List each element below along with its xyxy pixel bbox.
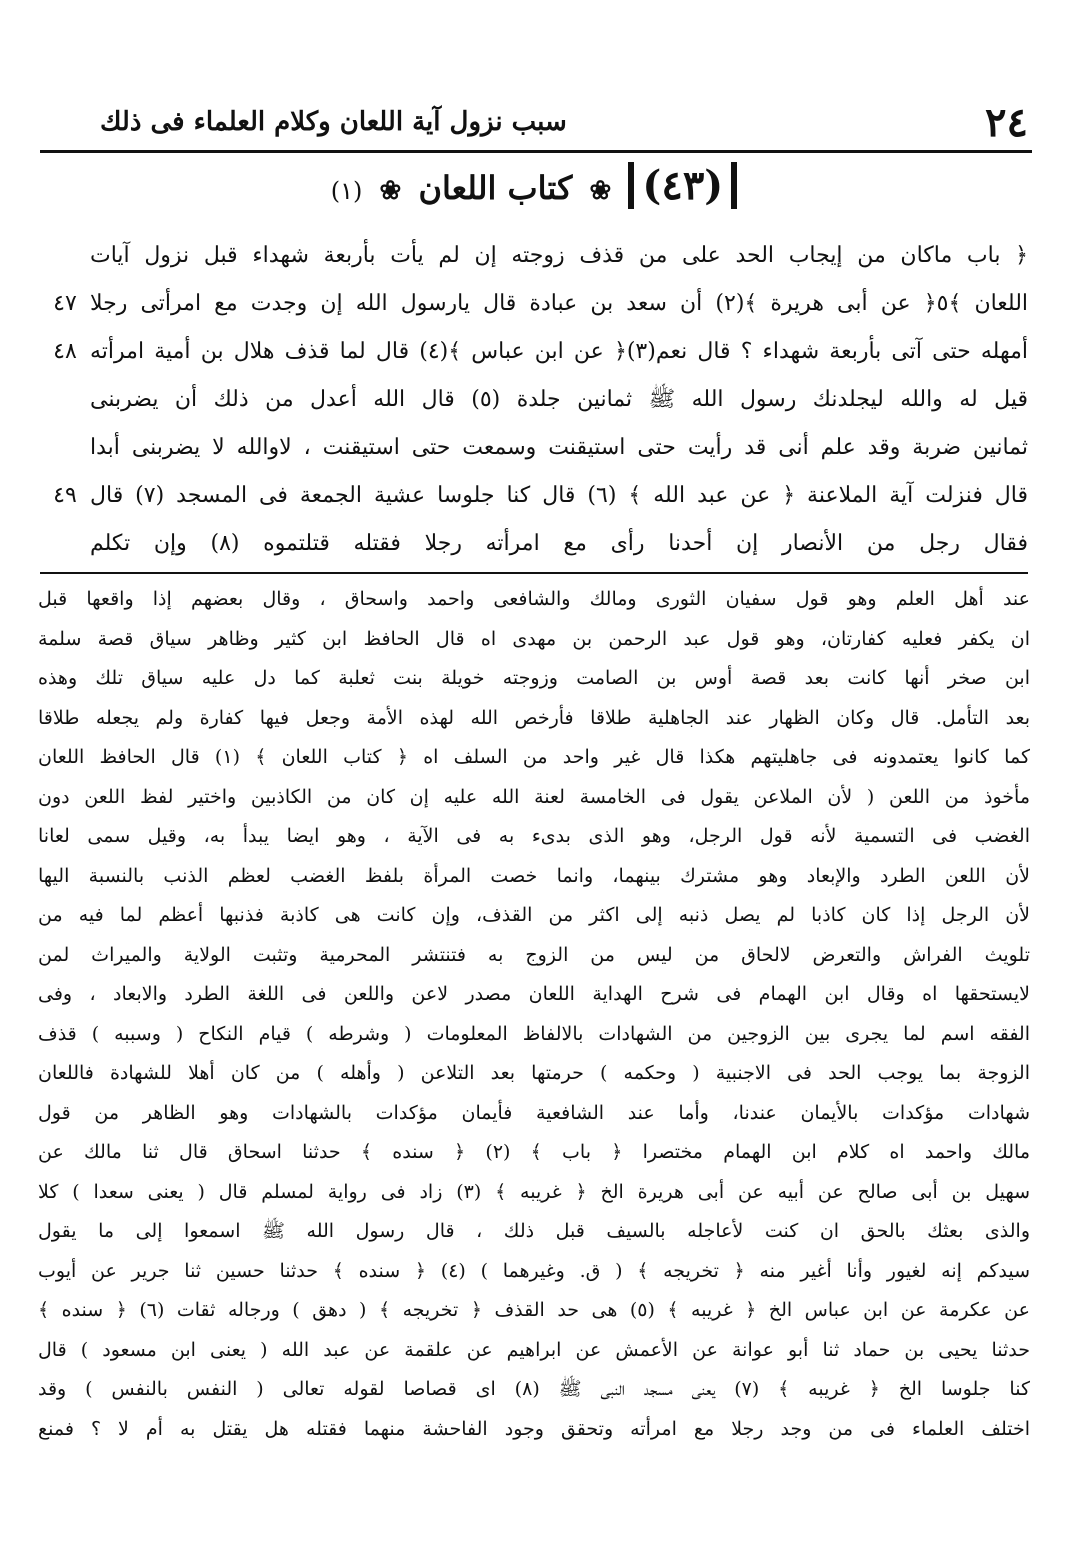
footnote-line: عند أهل العلم وهو قول سفيان الثورى ومالك والشافعى واحمد واسحاق ، وقال بعضهم إذا واقعها قبل	[38, 588, 1030, 610]
line-text: ﴿ باب ماكان من إيجاب الحد على من قذف زوجته إن لم يأت بأربعة شهداء قبل نزول آيات	[90, 243, 1028, 268]
footnote-line: ابن صخر أنها كانت بعد قصة أوس بن الصامت وزوجته خويلة بنت ثعلبة كما دل عليه سياق تلك وهذه	[38, 667, 1030, 689]
footnotes	[38, 580, 1030, 1449]
footnote-line: كنا جلوسا الخ ﴿ غريبه ﴾ (٧) يعنى مسجد النبى ﷺ (٨) اى قصاصا لقوله تعالى ( النفس بالنفس ) وقد	[38, 1378, 1030, 1400]
text-line	[40, 376, 1028, 424]
footnote-line: عن عكرمة عن ابن عباس الخ ﴿ غريبه ﴾ (٥) هى حد القذف ﴿ تخريجه ﴾ ( دهق ) ورجاله ثقات (٦) ﴿ سنده ﴾	[38, 1299, 1030, 1321]
text-line	[40, 424, 1028, 472]
footnote-line: والذى بعثك بالحق ان كنت لأعاجله بالسيف قبل ذلك ، قال رسول الله ﷺ اسمعوا إلى ما يقول	[38, 1220, 1030, 1242]
footnote-line: بعد التأمل. قال وكان الظهار عند الجاهلية طلاقا فأرخص الله لهذه الأمة وجعل فيها كفارة ولم يجعله طلاقا	[38, 706, 1030, 729]
footnote-line: الفقه اسم لما يجرى بين الزوجين من الشهادات بالالفاظ المعلومات ( وشرطه ) قيام النكاح ( وسببه ) قذف	[38, 1022, 1030, 1045]
footnote-line: شهادات مؤكدات بالأيمان عندنا، وأما عند الشافعية فأيمان مؤكدات بالشهادات وهو الظاهر من قول	[38, 1101, 1030, 1124]
line-text: فقال رجل من الأنصار إن أحدنا رأى مع امرأته رجلا فقتله قتلتموه (٨) وإن تكلم	[90, 531, 1028, 556]
footnote-line: ان يكفر فعليه كفارتان، وهو قول عبد الرحمن بن مهدى اه قال الحافظ ابن كثير وظاهر سياق قصة سلمة	[38, 627, 1030, 650]
footnote-line: مأخوذ من اللعن ( لأن الملاعن يقول فى الخامسة لعنة الله عليه إن كان من الكاذبين واختير لفظ اللعن دون	[38, 785, 1030, 808]
text-line	[40, 472, 1028, 520]
footnote-line: تلويث الفراش والتعرض لالحاق من ليس من الزوج به فتنتشر المحرمية وتثبت الولاية والميراث لمن	[38, 943, 1030, 966]
footnote-line: مالك واحمد اه كلام ابن الهمام مختصرا ﴿ باب ﴾ (٢) ﴿ سنده ﴾ حدثنا اسحاق قال ثنا مالك عن	[38, 1141, 1030, 1163]
footnote-line: حدثنا يحيى بن حماد ثنا أبو عوانة عن الأعمش عن ابراهيم عن علقمة عن عبد الله ( يعنى ابن مسعود ) قال	[38, 1338, 1030, 1361]
footnote-line: الزوجة بما يوجب الحد فى الاجنبية ( وحكمه ) حرمتها بعد التلاعن ( وأهله ) من كان أهلا للشهادة فاللعان	[38, 1062, 1030, 1084]
footnote-line: لايستحقها اه وقال ابن الهمام فى شرح الهداية اللعان مصدر لاعن واللعن فى اللغة الطرد والابعاد ، وفى	[38, 983, 1030, 1005]
line-text: اللعان ﴾٥﴿ عن أبى هريرة ﴾(٢) أن سعد بن عبادة قال يارسول الله إن وجدت مع امرأتى رجلا	[90, 291, 1028, 316]
running-title: سبب نزول آية اللعان وكلام العلماء فى ذلك	[100, 107, 567, 137]
line-text: ثمانين ضربة وقد علم أنى قد رأيت حتى استيقنت وسمعت حتى استيقنت ، لاوالله لا يضربنى أبدا	[90, 435, 1028, 460]
footnote-line: لأن اللعن الطرد والإبعاد وهو مشترك بينهما، وانما خصت المرأة بلفظ الغضب لعظم الذنب بالنسبة اليها	[38, 864, 1030, 887]
footnote-line: سهيل بن أبى صالح عن أبيه عن أبى هريرة الخ ﴿ غريبه ﴾ (٣) زاد فى رواية لمسلم قال ( يعنى سعدا ) كلا	[38, 1180, 1030, 1203]
footnote-line: كما كانوا يعتمدونه فى جاهليتهم هكذا قال غير واحد من السلف اه ﴿ كتاب اللعان ﴾ (١) قال الحافظ اللعان	[38, 746, 1030, 768]
hadith-number: ٤٩	[53, 483, 77, 508]
line-text: أمهله حتى آتى بأربعة شهداء ؟ قال نعم(٣)﴿ عن ابن عباس ﴾(٤) قال لما قذف هلال بن أمية امرأته	[90, 339, 1028, 364]
text-line	[40, 280, 1028, 328]
chapter-heading	[0, 162, 1068, 224]
footnote-line: اختلف العلماء فى من وجد رجلا مع امرأته وتحقق وجود الفاحشة منهما فقتله هل يقتل به أم لا ؟ فمنع	[38, 1417, 1030, 1440]
footnote-line: الغضب فى التسمية لأنه قول الرجل، وهو الذى بدىء به فى الآية ، وهو ايضا يبدأ به، وقيل سمى لعانا	[38, 825, 1030, 847]
header-divider	[40, 150, 1032, 153]
ornament-icon: ❀	[589, 176, 612, 206]
chapter-title: كتاب اللعان	[418, 169, 573, 207]
ornament-icon: ❀	[379, 176, 402, 206]
footnote-line: لأن الرجل إذا كان كاذبا لم يصل ذنبه إلى اكثر من القذف، وإن كانت هى كاذبة فذنبها أعظم لما فيه من	[38, 904, 1030, 926]
main-text	[40, 232, 1028, 568]
text-line	[40, 328, 1028, 376]
text-line	[40, 232, 1028, 280]
text-line	[40, 520, 1028, 568]
page-number: ٢٤	[985, 98, 1028, 146]
footnote-line: سيدكم إنه لغيور وأنا أغير منه ﴿ تخريجه ﴾ ( ق. وغيرهما ) (٤) ﴿ سنده ﴾ حدثنا حسين ثنا جرير عن أيوب	[38, 1259, 1030, 1282]
line-text: قال فنزلت آية الملاعنة ﴿ عن عبد الله ﴾ (٦) قال كنا جلوسا عشية الجمعة فى المسجد (٧) قال	[90, 483, 1028, 508]
chapter-number: (٤٣)	[628, 162, 737, 209]
footnote-ref: (١)	[330, 177, 363, 205]
hadith-number: ٤٨	[53, 339, 77, 364]
line-text: قيل له والله ليجلدنك رسول الله ﷺ ثمانين جلدة (٥) قال الله أعدل من ذلك أن يضربنى	[90, 387, 1028, 412]
hadith-number: ٤٧	[53, 291, 77, 316]
page-header	[40, 96, 1028, 148]
footnote-divider	[40, 572, 1028, 574]
